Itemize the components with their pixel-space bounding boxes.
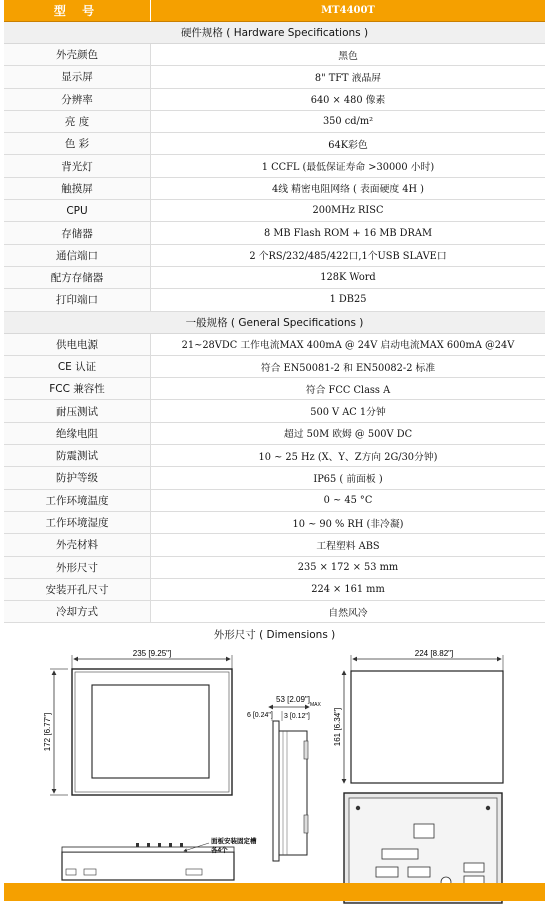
spec-value: 8" TFT 液晶屏 [314, 72, 382, 84]
cutout-width-label: 224 [8.82"] [414, 649, 454, 659]
spec-label: CPU [4, 200, 151, 221]
panel-slot-label: 3 [0.12"] [284, 713, 310, 721]
spec-value: 10 ~ 90 % RH (非冷凝) [292, 518, 404, 530]
front-height-label: 172 [6.77"] [43, 713, 52, 752]
spec-value: 21~28VDC 工作电流MAX 400mA @ 24V 启动电流MAX 600mA @24V [181, 340, 515, 352]
hardware-spec-table [4, 44, 545, 312]
spec-label: 防护等级 [4, 467, 151, 488]
spec-value: 符合 EN50081-2 和 EN50082-2 标准 [260, 362, 436, 374]
front-bezel [72, 669, 232, 795]
spec-value: 工程塑料 ABS [316, 540, 380, 552]
spec-row [4, 245, 545, 267]
spec-value: 1 DB25 [329, 294, 367, 306]
hardware-section-title: 硬件规格 ( Hardware Specifications ) [4, 22, 545, 44]
spec-row [4, 445, 545, 467]
spec-value: 640 × 480 像素 [310, 95, 386, 107]
spec-row [4, 66, 545, 88]
model-label: 型 号 [4, 0, 151, 21]
spec-label: 绝缘电阻 [4, 423, 151, 444]
spec-label: 色 彩 [4, 133, 151, 154]
cutout-outline [351, 671, 503, 783]
dimension-drawings [4, 645, 545, 907]
front-width-label: 235 [9.25"] [132, 649, 172, 659]
spec-label: 外壳材料 [4, 534, 151, 555]
side-view [247, 695, 322, 861]
spec-value: 64K彩色 [328, 139, 368, 151]
spec-row [4, 356, 545, 378]
spec-value: 350 cd/m² [322, 116, 374, 128]
spec-label: 通信端口 [4, 245, 151, 266]
spec-label: 存储器 [4, 222, 151, 243]
bottom-view [62, 836, 257, 880]
spec-label: 工作环境温度 [4, 490, 151, 511]
spec-row [4, 467, 545, 489]
spec-row [4, 44, 545, 66]
spec-label: 背光灯 [4, 155, 151, 176]
spec-row [4, 423, 545, 445]
spec-label: 配方存储器 [4, 267, 151, 288]
spec-row [4, 400, 545, 422]
spec-row [4, 200, 545, 222]
bezel-label: 6 [0.24"] [247, 712, 273, 720]
spec-row [4, 89, 545, 111]
spec-label: 安装开孔尺寸 [4, 579, 151, 600]
cutout-view [333, 649, 503, 783]
spec-label: CE 认证 [4, 356, 151, 377]
spec-sheet [4, 0, 545, 905]
spec-value: 超过 50M 欧姆 @ 500V DC [283, 429, 413, 441]
spec-label: 外形尺寸 [4, 557, 151, 578]
spec-label: 冷却方式 [4, 601, 151, 622]
spec-label: 亮 度 [4, 111, 151, 132]
spec-row [4, 178, 545, 200]
spec-value: 黑色 [338, 50, 358, 62]
bracket-count: 各4个 [211, 847, 228, 855]
front-view [43, 649, 232, 795]
spec-label: 分辨率 [4, 89, 151, 110]
spec-value: 1 CCFL (最低保证寿命 >30000 小时) [261, 162, 435, 174]
spec-value: 自然风冷 [328, 607, 368, 619]
general-section-title: 一般规格 ( General Specifications ) [4, 312, 545, 334]
dimensions-title: 外形尺寸 ( Dimensions ) [213, 628, 336, 641]
spec-label: 外壳颜色 [4, 44, 151, 65]
depth-max-label: MAX [310, 702, 321, 709]
general-spec-table [4, 334, 545, 624]
spec-row [4, 601, 545, 623]
depth-label: 53 [2.09"] [276, 695, 310, 705]
cutout-height-label: 161 [6.34"] [333, 708, 342, 747]
spec-label: 工作环境湿度 [4, 512, 151, 533]
spec-row [4, 289, 545, 311]
drawing-canvas [4, 645, 545, 907]
model-header [4, 0, 545, 22]
spec-value: 符合 FCC Class A [305, 384, 391, 396]
spec-row [4, 557, 545, 579]
spec-value: 128K Word [320, 272, 376, 284]
spec-value: IP65 ( 前面板 ) [313, 473, 383, 485]
spec-value: 200MHz RISC [312, 205, 384, 217]
spec-row [4, 512, 545, 534]
spec-value: 8 MB Flash ROM + 16 MB DRAM [263, 227, 433, 239]
spec-row [4, 111, 545, 133]
spec-value: 235 × 172 × 53 mm [297, 561, 399, 573]
spec-value: 224 × 161 mm [311, 583, 385, 595]
spec-label: 显示屏 [4, 66, 151, 87]
spec-row [4, 155, 545, 177]
spec-row [4, 534, 545, 556]
spec-row [4, 133, 545, 155]
spec-row [4, 334, 545, 356]
footer-bar [4, 883, 545, 901]
spec-row [4, 490, 545, 512]
spec-row [4, 378, 545, 400]
spec-value: 10 ~ 25 Hz (X、Y、Z方向 2G/30分钟) [258, 451, 438, 463]
spec-row [4, 222, 545, 244]
spec-label: 打印端口 [4, 289, 151, 310]
spec-label: 耐压测试 [4, 400, 151, 421]
spec-label: 防震测试 [4, 445, 151, 466]
spec-value: 2 个RS/232/485/422口,1个USB SLAVE口 [249, 251, 447, 263]
spec-value: 4线 精密电阻网络 ( 表面硬度 4H ) [272, 184, 424, 196]
model-value: MT4400T [321, 5, 375, 16]
spec-value: 500 V AC 1分钟 [310, 407, 386, 419]
spec-label: 供电电源 [4, 334, 151, 355]
spec-row [4, 579, 545, 601]
spec-label: 触摸屏 [4, 178, 151, 199]
spec-value: 0 ~ 45 °C [323, 494, 373, 506]
spec-label: FCC 兼容性 [4, 378, 151, 399]
spec-row [4, 267, 545, 289]
bracket-note: 面板安装固定槽 [211, 838, 257, 846]
